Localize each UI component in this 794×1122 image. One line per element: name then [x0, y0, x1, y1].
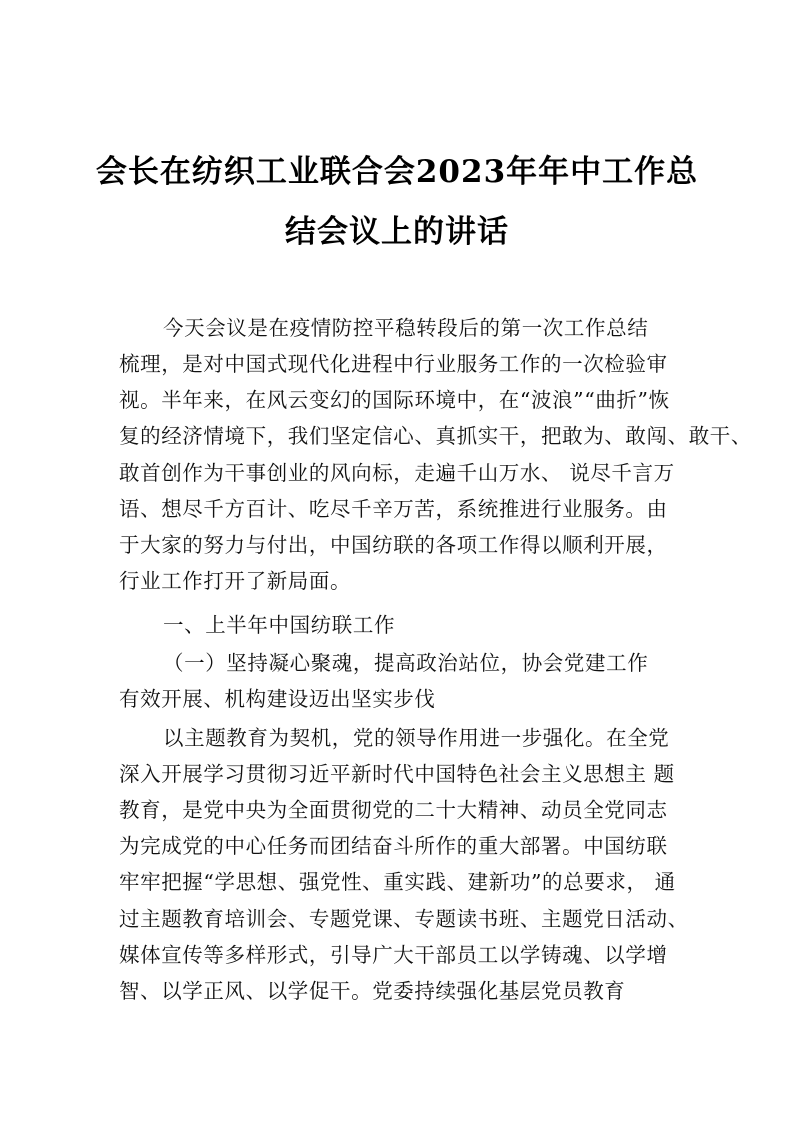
paragraph-line: 深入开展学习贯彻习近平新时代中国特色社会主义思想主 题: [119, 762, 675, 786]
paragraph-line: 行业工作打开了新局面。: [119, 569, 352, 593]
paragraph-line: 视。半年来，在风云变幻的国际环境中，在“波浪”“曲折”恢: [119, 388, 670, 412]
section-heading: 一、上半年中国纺联工作: [163, 613, 396, 637]
subsection-heading-line: 有效开展、机构建设迈出坚实步伐: [119, 687, 436, 711]
paragraph-line: 复的经济情境下，我们坚定信心、真抓实干，把敢为、敢闯、敢干、: [119, 424, 752, 448]
subsection-heading-line: （一）坚持凝心聚魂，提高政治站位，协会党建工作: [163, 651, 649, 675]
paragraph-line: 梳理，是对中国式现代化进程中行业服务工作的一次检验审: [119, 352, 668, 376]
document-title-line-1: 会长在纺织工业联合会2023年年中工作总: [95, 154, 699, 190]
paragraph-line: 敢首创作为干事创业的风向标，走遍千山万水、 说尽千言万: [119, 461, 675, 485]
paragraph-line: 智、以学正风、以学促干。党委持续强化基层党员教育: [119, 979, 626, 1003]
paragraph-line: 媒体宣传等多样形式，引导广大干部员工以学铸魂、以学增: [119, 943, 668, 967]
paragraph-line: 教育，是党中央为全面贯彻党的二十大精神、动员全党同志: [119, 798, 668, 822]
paragraph-line: 为完成党的中心任务而团结奋斗所作的重大部署。中国纺联: [119, 834, 668, 858]
document-title-line-2: 结会议上的讲话: [285, 214, 509, 250]
paragraph-line: 语、想尽千方百计、吃尽千辛万苦，系统推进行业服务。由: [119, 497, 668, 521]
paragraph-line: 于大家的努力与付出，中国纺联的各项工作得以顺利开展，: [119, 533, 668, 557]
paragraph-line: 今天会议是在疫情防控平稳转段后的第一次工作总结: [163, 316, 649, 340]
paragraph-line: 以主题教育为契机，党的领导作用进一步强化。在全党: [163, 726, 670, 750]
paragraph-line: 过主题教育培训会、专题党课、专题读书班、主题党日活动、: [119, 907, 689, 931]
paragraph-line: 牢牢把握“学思想、强党性、重实践、建新功”的总要求， 通: [119, 870, 676, 894]
